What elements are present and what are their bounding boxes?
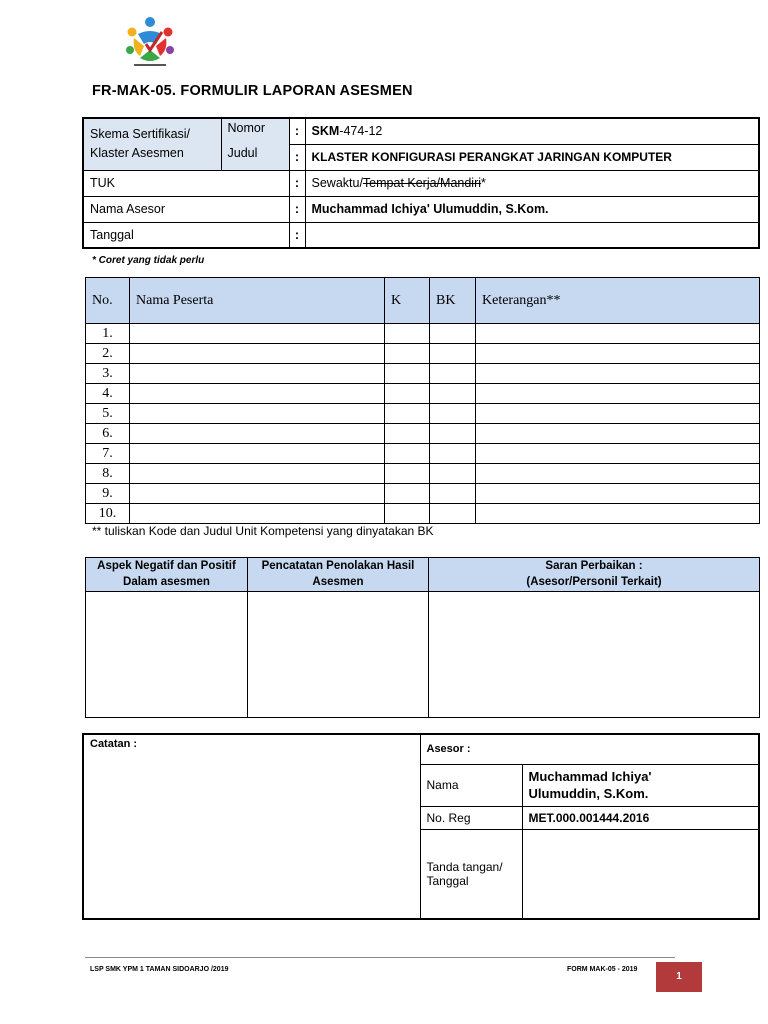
asesor-header: Asesor : <box>420 734 759 764</box>
col-pencatatan: Pencatatan Penolakan Hasil Asesmen <box>248 558 429 592</box>
keterangan-cell[interactable] <box>476 384 760 404</box>
keterangan-cell[interactable] <box>476 464 760 484</box>
ttd-value[interactable] <box>522 829 759 919</box>
info-table <box>82 117 760 249</box>
col-saran: Saran Perbaikan : (Asesor/Personil Terkait) <box>429 558 760 592</box>
noreg-label: No. Reg <box>420 806 522 829</box>
form-title: FR-MAK-05. FORMULIR LAPORAN ASESMEN <box>92 83 413 99</box>
colon: : <box>289 144 305 170</box>
k-cell[interactable] <box>385 424 430 444</box>
bk-cell[interactable] <box>430 504 476 524</box>
nama-label: Nama <box>420 764 522 806</box>
catatan-cell[interactable]: Catatan : <box>83 734 420 919</box>
tanggal-value[interactable] <box>305 222 759 248</box>
keterangan-cell[interactable] <box>476 484 760 504</box>
tuk-label: TUK <box>83 170 289 196</box>
col-aspek: Aspek Negatif dan Positif Dalam asesmen <box>86 558 248 592</box>
nama-value[interactable]: Muchammad Ichiya' Ulumuddin, S.Kom. <box>522 764 759 806</box>
skema-label: Skema Sertifikasi/ Klaster Asesmen <box>83 118 221 170</box>
table-row <box>86 444 760 464</box>
table-row <box>86 364 760 384</box>
row-number: 9. <box>86 484 130 504</box>
col-k: K <box>385 278 430 324</box>
ttd-label: Tanda tangan/ Tanggal <box>420 829 522 919</box>
col-bk: BK <box>430 278 476 324</box>
keterangan-cell[interactable] <box>476 504 760 524</box>
table-row <box>86 384 760 404</box>
colon: : <box>289 170 305 196</box>
row-number: 5. <box>86 404 130 424</box>
nama-peserta-cell[interactable] <box>130 484 385 504</box>
row-number: 3. <box>86 364 130 384</box>
table-row <box>86 484 760 504</box>
row-number: 8. <box>86 464 130 484</box>
k-cell[interactable] <box>385 324 430 344</box>
bk-cell[interactable] <box>430 324 476 344</box>
k-cell[interactable] <box>385 484 430 504</box>
table-row <box>86 464 760 484</box>
judul-label: Judul <box>221 144 289 170</box>
nama-peserta-cell[interactable] <box>130 464 385 484</box>
nama-peserta-cell[interactable] <box>130 384 385 404</box>
row-number: 2. <box>86 344 130 364</box>
bk-cell[interactable] <box>430 424 476 444</box>
page-number-badge: 1 <box>656 962 702 992</box>
table-row <box>86 344 760 364</box>
nomor-label: Nomor <box>221 118 289 144</box>
bk-cell[interactable] <box>430 404 476 424</box>
asesor-value[interactable]: Muchammad Ichiya' Ulumuddin, S.Kom. <box>305 196 759 222</box>
table-row <box>86 504 760 524</box>
k-cell[interactable] <box>385 444 430 464</box>
bk-note: ** tuliskan Kode dan Judul Unit Kompetensi yang dinyatakan BK <box>92 524 434 538</box>
strike-note: * Coret yang tidak perlu <box>92 255 205 266</box>
aspek-table <box>85 557 760 718</box>
col-keterangan: Keterangan** <box>476 278 760 324</box>
bk-cell[interactable] <box>430 364 476 384</box>
noreg-value[interactable]: MET.000.001444.2016 <box>522 806 759 829</box>
table-row <box>86 324 760 344</box>
k-cell[interactable] <box>385 404 430 424</box>
table-row <box>86 404 760 424</box>
k-cell[interactable] <box>385 344 430 364</box>
colon: : <box>289 118 305 144</box>
nama-peserta-cell[interactable] <box>130 504 385 524</box>
keterangan-cell[interactable] <box>476 344 760 364</box>
nama-peserta-cell[interactable] <box>130 324 385 344</box>
bk-cell[interactable] <box>430 344 476 364</box>
nama-peserta-cell[interactable] <box>130 404 385 424</box>
k-cell[interactable] <box>385 384 430 404</box>
keterangan-cell[interactable] <box>476 364 760 384</box>
row-number: 4. <box>86 384 130 404</box>
colon: : <box>289 222 305 248</box>
footer-form-code: FORM MAK-05 - 2019 <box>567 966 638 973</box>
nomor-value[interactable]: SKM-474-12 <box>305 118 759 144</box>
aspek-cell[interactable] <box>86 592 248 718</box>
nama-peserta-cell[interactable] <box>130 344 385 364</box>
colon: : <box>289 196 305 222</box>
tanggal-label: Tanggal <box>83 222 289 248</box>
k-cell[interactable] <box>385 364 430 384</box>
k-cell[interactable] <box>385 504 430 524</box>
table-row <box>86 424 760 444</box>
keterangan-cell[interactable] <box>476 324 760 344</box>
bk-cell[interactable] <box>430 484 476 504</box>
k-cell[interactable] <box>385 464 430 484</box>
col-nama-peserta: Nama Peserta <box>130 278 385 324</box>
bk-cell[interactable] <box>430 444 476 464</box>
row-number: 7. <box>86 444 130 464</box>
bk-cell[interactable] <box>430 464 476 484</box>
row-number: 1. <box>86 324 130 344</box>
nama-peserta-cell[interactable] <box>130 444 385 464</box>
lsp-logo <box>118 14 182 70</box>
keterangan-cell[interactable] <box>476 444 760 464</box>
judul-value[interactable]: KLASTER KONFIGURASI PERANGKAT JARINGAN KOMPUTER <box>305 144 759 170</box>
footer-divider <box>85 957 675 958</box>
nama-peserta-cell[interactable] <box>130 424 385 444</box>
saran-cell[interactable] <box>429 592 760 718</box>
peserta-table <box>85 277 760 524</box>
col-no: No. <box>86 278 130 324</box>
footer-org: LSP SMK YPM 1 TAMAN SIDOARJO /2019 <box>90 966 229 973</box>
asesor-label: Nama Asesor <box>83 196 289 222</box>
catatan-table <box>82 733 760 920</box>
keterangan-cell[interactable] <box>476 424 760 444</box>
nama-peserta-cell[interactable] <box>130 364 385 384</box>
tuk-value[interactable]: Sewaktu/Tempat Kerja/Mandiri* <box>305 170 759 196</box>
bk-cell[interactable] <box>430 384 476 404</box>
row-number: 10. <box>86 504 130 524</box>
row-number: 6. <box>86 424 130 444</box>
keterangan-cell[interactable] <box>476 404 760 424</box>
pencatatan-cell[interactable] <box>248 592 429 718</box>
